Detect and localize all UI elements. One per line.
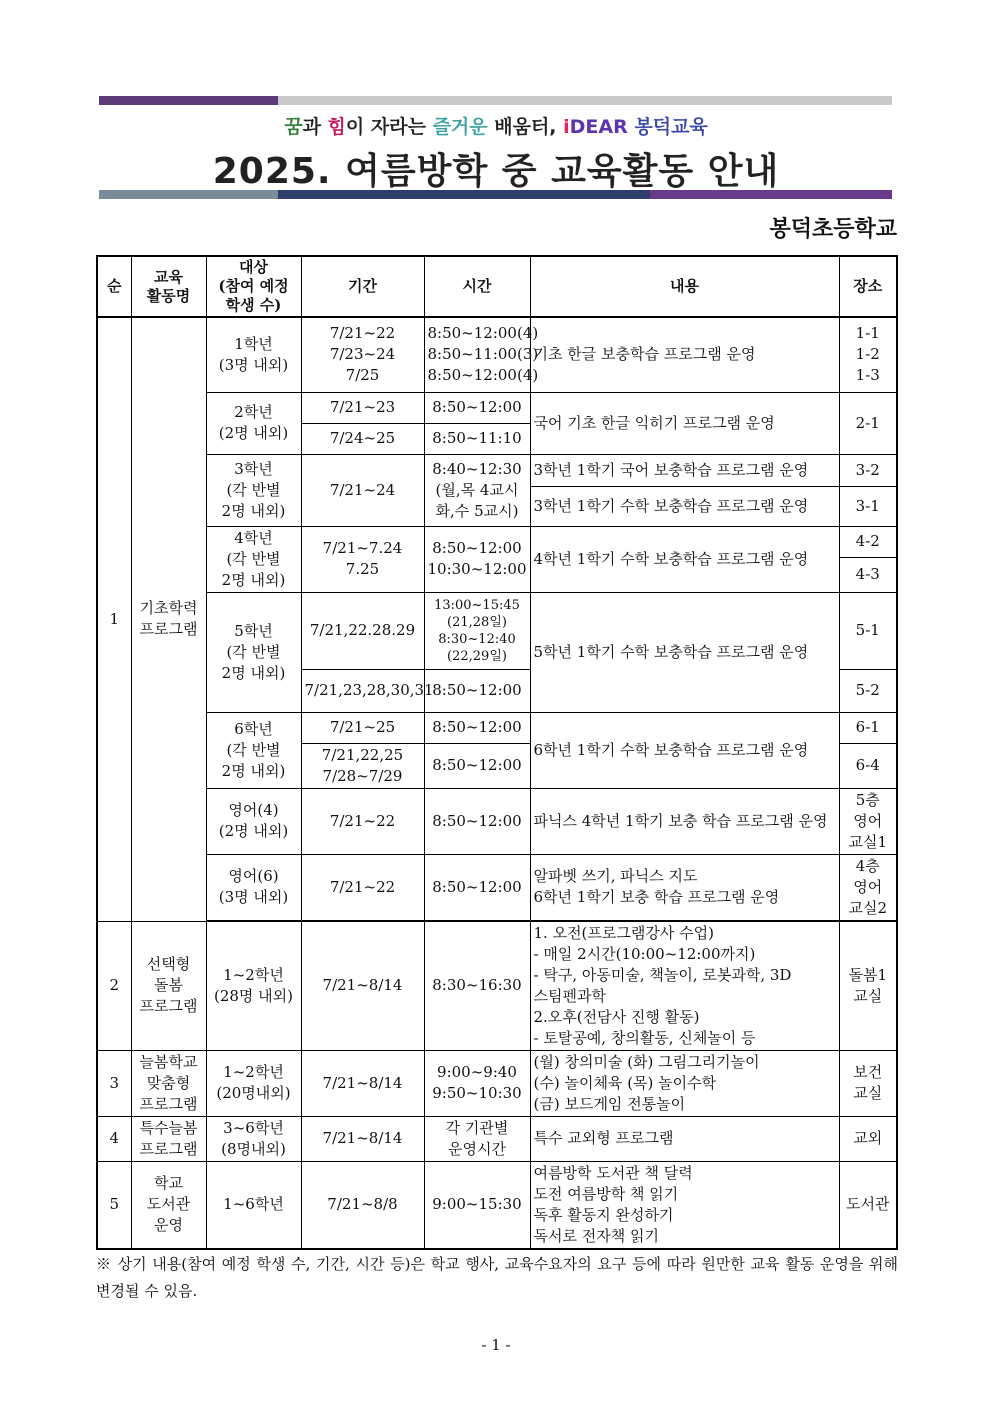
sec1-g6-time2: 8:50~12:00 [424,743,530,788]
sec1-g2-time1: 8:50~12:00 [424,392,530,423]
sec1-g1-time: 8:50~12:00(4) 8:50~11:00(3) 8:50~12:00(4) [424,317,530,392]
sec4-no: 4 [97,1116,131,1161]
sec4-content: 특수 교외형 프로그램 [530,1116,839,1161]
sec1-g4-place2: 4-3 [839,557,897,592]
table-row [97,712,897,743]
table-row [97,921,897,1050]
sec1-g3-content1: 3학년 1학기 국어 보충학습 프로그램 운영 [530,454,839,486]
footnote: ※ 상기 내용(참여 예정 학생 수, 기간, 시간 등)은 학교 행사, 교육수요자의 요구 등에 따라 원만한 교육 활동 운영을 위해 변경될 수 있음. [96,1255,898,1300]
sec1-e6-place: 4층 영어 교실2 [839,854,897,920]
table-row [97,392,897,423]
sec1-g5-period1: 7/21,22.28.29 [301,592,424,669]
sec5-time: 9:00~15:30 [424,1161,530,1249]
slogan-i: i [563,116,570,138]
table-row [97,1161,897,1249]
sec5-no: 5 [97,1161,131,1249]
header-program: 교육 활동명 [131,256,206,317]
sec4-time: 각 기관별 운영시간 [424,1116,530,1161]
sec1-g6-content: 6학년 1학기 수학 보충학습 프로그램 운영 [530,712,839,788]
sec3-period: 7/21~8/14 [301,1050,424,1116]
sec5-content: 여름방학 도서관 책 달력 도전 여름방학 책 읽기 독후 활동지 완성하기 독서로 전자책 읽기 [530,1161,839,1249]
sec1-e6-content: 알파벳 쓰기, 파닉스 지도 6학년 1학기 보충 학습 프로그램 운영 [530,854,839,920]
sec2-period: 7/21~8/14 [301,921,424,1050]
sec1-g6-period2: 7/21,22,25 7/28~7/29 [301,743,424,788]
slogan-bongdeok: 봉덕교육 [627,116,708,138]
sec1-g5-content: 5학년 1학기 수학 보충학습 프로그램 운영 [530,592,839,712]
header-bar-top-purple [99,96,278,105]
sec1-g1-place: 1-1 1-2 1-3 [839,317,897,392]
sec1-e6-time: 8:50~12:00 [424,854,530,920]
header-content: 내용 [530,256,839,317]
sec1-g4-period: 7/21~7.24 7.25 [301,526,424,592]
sec1-g5-time2: 8:50~12:00 [424,669,530,712]
sec5-target: 1~6학년 [206,1161,301,1249]
sec1-program: 기초학력 프로그램 [131,317,206,921]
slogan-part3: 배움터, [487,116,564,138]
sec1-g6-place1: 6-1 [839,712,897,743]
sec1-g5-place2: 5-2 [839,669,897,712]
sec1-g3-place1: 3-2 [839,454,897,486]
sec1-e4-place: 5층 영어 교실1 [839,788,897,854]
sec2-content: 1. 오전(프로그램강사 수업) - 매일 2시간(10:00~12:00까지) - 탁구, 아동미술, 책놀이, 로봇과학, 3D 스팀펜과학 2.오후(전담사 진행 활동) - 토탈공예, 창의활동, 신체놀이 등 [530,921,839,1050]
sec1-g4-content: 4학년 1학기 수학 보충학습 프로그램 운영 [530,526,839,592]
sec1-g2-content: 국어 기초 한글 익히기 프로그램 운영 [530,392,839,454]
table-row [97,1050,897,1116]
sec3-target: 1~2학년 (20명내외) [206,1050,301,1116]
table-row [97,592,897,669]
sec1-e4-target: 영어(4) (2명 내외) [206,788,301,854]
sec3-no: 3 [97,1050,131,1116]
slogan-part1: 과 [302,116,328,138]
table-row [97,526,897,557]
sec1-e6-period: 7/21~22 [301,854,424,920]
sec1-g4-target: 4학년 (각 반별 2명 내외) [206,526,301,592]
slogan-jeul: 즐거운 [432,116,488,138]
sec1-g3-target: 3학년 (각 반별 2명 내외) [206,454,301,526]
slogan-him: 힘 [327,116,346,138]
slogan-part2: 이 자라는 [345,116,433,138]
sec4-period: 7/21~8/14 [301,1116,424,1161]
sec3-content: (월) 창의미술 (화) 그림그리기놀이 (수) 놀이체육 (목) 놀이수학 (금) 보드게임 전통놀이 [530,1050,839,1116]
sec5-place: 도서관 [839,1161,897,1249]
table-row [97,317,897,392]
sec1-g3-place2: 3-1 [839,486,897,526]
sec5-period: 7/21~8/8 [301,1161,424,1249]
slogan-dear: DEAR [569,116,628,138]
sec2-no: 2 [97,921,131,1050]
sec1-g6-period1: 7/21~25 [301,712,424,743]
table-row [97,788,897,854]
header-target: 대상 (참여 예정 학생 수) [206,256,301,317]
header-period: 기간 [301,256,424,317]
sec1-e4-period: 7/21~22 [301,788,424,854]
school-name: 봉덕초등학교 [769,216,897,242]
header-bar-top-gray [278,96,892,105]
sec1-e4-time: 8:50~12:00 [424,788,530,854]
sec1-g2-period2: 7/24~25 [301,423,424,454]
sec1-g2-place: 2-1 [839,392,897,454]
header-time: 시간 [424,256,530,317]
sec1-g6-time1: 8:50~12:00 [424,712,530,743]
sec5-program: 학교 도서관 운영 [131,1161,206,1249]
sec2-program: 선택형 돌봄 프로그램 [131,921,206,1050]
sec1-g6-place2: 6-4 [839,743,897,788]
sec3-time: 9:00~9:40 9:50~10:30 [424,1050,530,1116]
activity-table [96,255,898,1250]
sec4-program: 특수늘봄 프로그램 [131,1116,206,1161]
sec4-target: 3~6학년 (8명내외) [206,1116,301,1161]
sec1-g5-place1: 5-1 [839,592,897,669]
header-no: 순 [97,256,131,317]
sec1-g5-time1: 13:00~15:45 (21,28일) 8:30~12:40 (22,29일) [424,592,530,669]
sec1-g5-period2: 7/21,23,28,30,31 [301,669,424,712]
slogan-kkum: 꿈 [284,116,303,138]
sec1-g3-content2: 3학년 1학기 수학 보충학습 프로그램 운영 [530,486,839,526]
sec3-program: 늘봄학교 맞춤형 프로그램 [131,1050,206,1116]
sec2-place: 돌봄1 교실 [839,921,897,1050]
sec1-g2-time2: 8:50~11:10 [424,423,530,454]
sec1-e4-content: 파닉스 4학년 1학기 보충 학습 프로그램 운영 [530,788,839,854]
slogan [0,112,992,139]
sec2-target: 1~2학년 (28명 내외) [206,921,301,1050]
table-row [97,1116,897,1161]
sec1-g1-content: 기초 한글 보충학습 프로그램 운영 [530,317,839,392]
sec1-g2-target: 2학년 (2명 내외) [206,392,301,454]
sec2-time: 8:30~16:30 [424,921,530,1050]
sec1-g4-time: 8:50~12:00 10:30~12:00 [424,526,530,592]
sec1-no: 1 [97,317,131,921]
sec1-g3-period: 7/21~24 [301,454,424,526]
page-number: - 1 - [481,1336,511,1354]
table-row [97,454,897,486]
sec1-e6-target: 영어(6) (3명 내외) [206,854,301,920]
sec1-g1-period: 7/21~22 7/23~24 7/25 [301,317,424,392]
table-row [97,854,897,920]
sec1-g6-target: 6학년 (각 반별 2명 내외) [206,712,301,788]
sec1-g5-target: 5학년 (각 반별 2명 내외) [206,592,301,712]
sec3-place: 보건 교실 [839,1050,897,1116]
table-header-row [97,256,897,317]
sec1-g4-place1: 4-2 [839,526,897,557]
page-title: 2025. 여름방학 중 교육활동 안내 [212,151,780,192]
sec1-g2-period1: 7/21~23 [301,392,424,423]
sec1-g1-target: 1학년 (3명 내외) [206,317,301,392]
header-place: 장소 [839,256,897,317]
sec4-place: 교외 [839,1116,897,1161]
sec1-g3-time: 8:40~12:30 (월,목 4교시 화,수 5교시) [424,454,530,526]
